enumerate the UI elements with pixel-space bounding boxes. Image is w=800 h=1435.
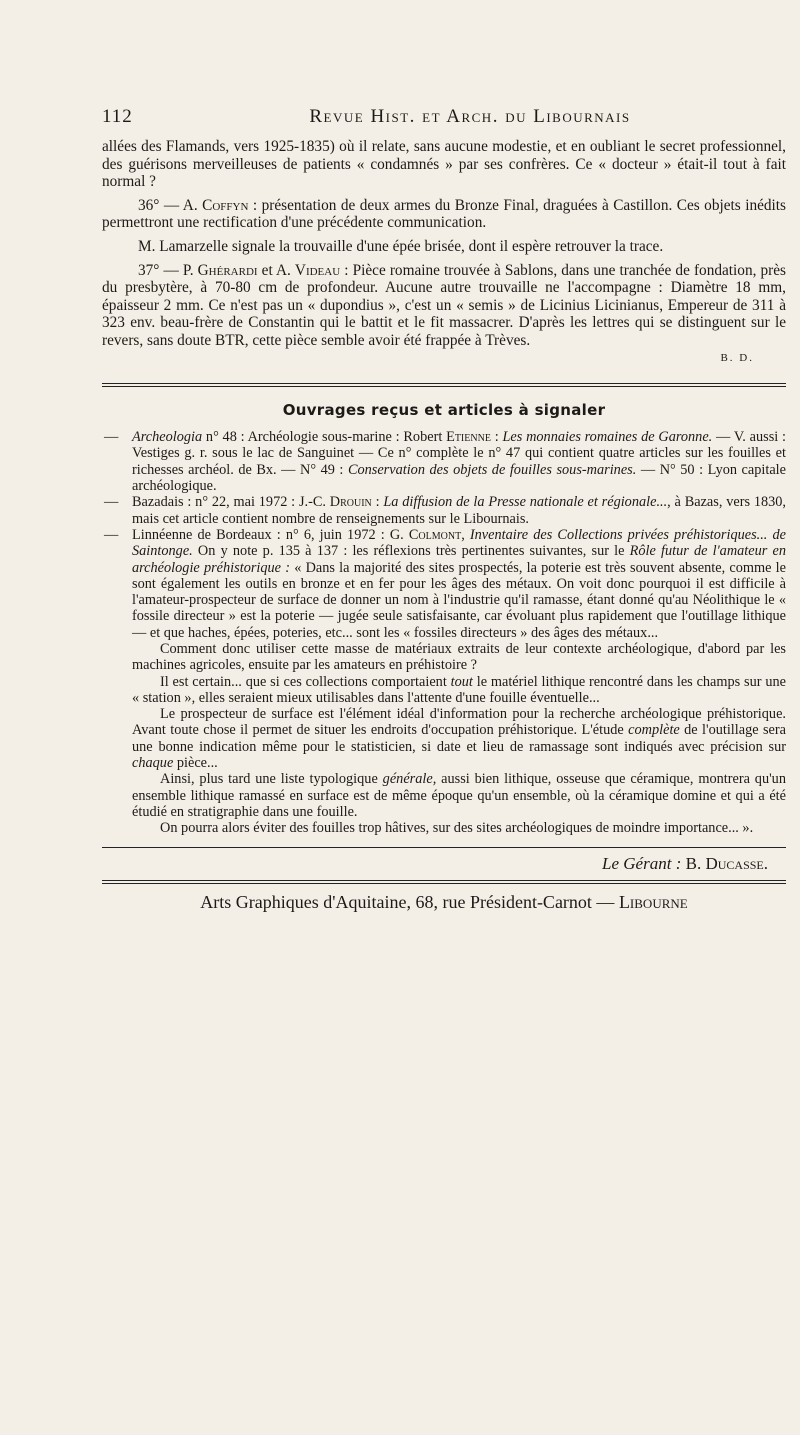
- list-item: — Linnéenne de Bordeaux : n° 6, juin 1972 : G. Colmont, Inventaire des Collections privées préhistoriques... de Saintonge. On y note p. 135 à 137 : les réflexions très pertinentes suivantes, sur le Rôle futur de l'amateur en archéologie préhistorique : « Dans la majorité des sites prospectés, la poterie est très souvent absente, comme le sont également les outils en bronze et en fer pour les âges des métaux. On voit donc pourquoi il est difficile à l'amateur-prospecteur de surface de donner un nom à l'industrie qu'il ramasse, étant donné qu'au Néolithique le « fossile directeur » est la poterie — jugée seule satisfaisante, car évoluant plus rapidement que l'outillage lithique — et que haches, épées, poteries, etc... sont les « fossiles directeurs » des âges des métaux...: [104, 526, 786, 641]
- single-rule: [102, 847, 786, 848]
- double-rule: [102, 383, 786, 387]
- paragraph-item-36: 36° — A. Coffyn : présentation de deux armes du Bronze Final, draguées à Castillon. Ces objets inédits permettront une rectification d'une précédente communication.: [102, 196, 786, 232]
- quote-paragraph: Il est certain... que si ces collections comportaient tout le matériel lithique rencontré dans les champs sur une « station », elles seraient mieux utilisables dans l'attente d'une fouille éventuelle...: [132, 673, 787, 706]
- quote-paragraph: On pourra alors éviter des fouilles trop hâtives, sur des sites archéologiques de moindre importance... ».: [160, 820, 754, 837]
- paragraph-lamarzelle: M. Lamarzelle signale la trouvaille d'une épée brisée, dont il espère retrouver la trace.: [138, 237, 664, 255]
- paragraph-item-37: 37° — P. Ghérardi et A. Videau : Pièce romaine trouvée à Sablons, dans une tranchée de fondation, près du presbytère, à 70-80 cm de profondeur. Aucune autre trouvaille ne l'accompagne : Diamètre 18 mm, épaisseur 2 mm. Ce n'est pas un « dupondius », c'est un « semis » de Licinius Licinianus, Empereur de 311 à 323 env. beau-frère de Constantin qui le battit et le fit massacrer. D'après les lettres qui se distinguent sur le revers, sans doute BTR, cette pièce semble avoir été frappée à Trèves.: [102, 261, 786, 349]
- signature: B. D.: [720, 351, 754, 364]
- references-list: [102, 429, 786, 836]
- dash-marker: —: [104, 429, 119, 446]
- minutes-text: [102, 138, 786, 367]
- quote-paragraph: Ainsi, plus tard une liste typologique générale, aussi bien lithique, osseuse que céramique, montrera qu'un ensemble lithique ramassé en surface est de même époque qu'un ensemble, où la céramique domine et qui a été étudié en stratigraphie dans une fouille.: [132, 771, 786, 820]
- quote-paragraph: Comment donc utiliser cette masse de matériaux extraits de leur contexte archéologique, d'abord par les machines agricoles, ensuite par les amateurs en préhistoire ?: [132, 640, 786, 674]
- quote-paragraph: Le prospecteur de surface est l'élément idéal d'information pour la recherche archéologique préhistorique. Avant toute chose il permet de situer les endroits d'occupation préhistorique. L'étude complète de l'outillage sera une bonne indication même pour le statisticien, si date et lieu de ramassage sont indiqués avec précision sur chaque pièce...: [132, 706, 786, 772]
- paragraph-continued: allées des Flamands, vers 1925-1835) où il relate, sans aucune modestie, et en oubliant le secret professionnel, des guérisons merveilleuses de patients « condamnés » par ses confrères. Ce « docteur » était-il tout à fait normal ?: [102, 138, 786, 191]
- list-item: — Bazadais : n° 22, mai 1972 : J.-C. Drouin : La diffusion de la Presse nationale et régionale..., à Bazas, vers 1830, mais cet article contient nombre de renseignements sur le Libournais.: [104, 494, 787, 527]
- printer-imprint: Arts Graphiques d'Aquitaine, 68, rue Président-Carnot — Libourne: [200, 891, 688, 912]
- double-rule: [102, 880, 786, 884]
- author-name: Colmont: [408, 526, 462, 543]
- author-name: Coffyn: [202, 196, 249, 214]
- section-title: Ouvrages reçus et articles à signaler: [282, 401, 606, 420]
- printer-city: Libourne: [618, 891, 688, 912]
- list-item: — Archeologia n° 48 : Archéologie sous-marine : Robert Etienne : Les monnaies romaines de Garonne. — V. aussi : Vestiges g. r. sous le lac de Sanguinet — Ce n° complète le n° 47 qui contient quatre articles sur les fouilles et richesses archéol. de Bx. — N° 49 : Conservation des objets de fouilles sous-marines. — N° 50 : Lyon capitale archéologique.: [104, 429, 786, 495]
- page-number: 112: [102, 106, 133, 127]
- document-page: [102, 106, 786, 913]
- manager-name: Ducasse.: [705, 853, 768, 873]
- author-name: Ghérardi: [197, 261, 258, 279]
- dash-marker: —: [104, 494, 119, 511]
- page-header: [102, 106, 786, 128]
- author-name: Etienne: [446, 429, 491, 446]
- author-name: Videau: [294, 261, 341, 279]
- publisher-credit: Le Gérant : B. Ducasse.: [602, 853, 768, 873]
- dash-marker: —: [104, 526, 119, 543]
- author-name: Drouin: [329, 494, 372, 511]
- running-title: Revue Hist. et Arch. du Libournais: [309, 106, 631, 127]
